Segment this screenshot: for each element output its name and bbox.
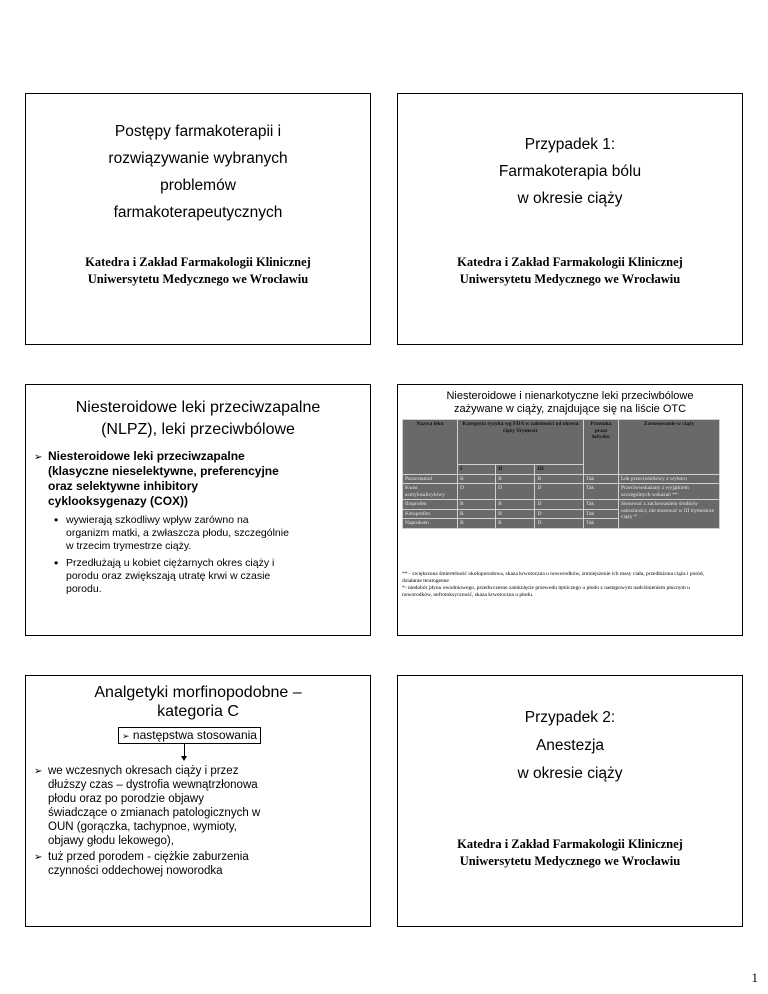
slide-2: [397, 93, 743, 345]
cell-t3: D: [535, 519, 584, 529]
slide-5: [25, 675, 371, 927]
cell-crosses: Tak: [584, 474, 619, 484]
sub-bullet-2: [66, 557, 274, 596]
cell-usage: Stosować z zachowaniem środków ostrożności; nie stosować w III trymestrze ciąży *: [619, 500, 720, 529]
bullet-line: tuż przed porodem - ciężkie zaburzenia: [48, 851, 249, 863]
footnote: *- niedobór płynu owodniowego, przedwczesne zamknięcie przewodu tętniczego u płodu z następowym nadciśnieniem płucnym u noworodków, nefrotoksyczność, skaza krwotoczna u płodu.: [402, 585, 690, 598]
slide-1-title: [26, 118, 370, 226]
sub-bullet-line: porodu oraz zwiększają utratę krwi w czasie: [66, 570, 271, 582]
otc-drug-table: [402, 419, 720, 529]
table-footnotes: [402, 571, 720, 599]
cell-t2: B: [496, 509, 535, 519]
bullet-line: czynności oddechowej noworodka: [48, 865, 223, 877]
title-line: kategoria C: [157, 703, 239, 720]
sub-bullet-line: wywierają szkodliwy wpływ zarówno na: [66, 514, 249, 526]
header-trimester-1: I: [458, 465, 496, 475]
title-line: Analgetyki morfinopodobne –: [94, 684, 302, 701]
header-category: Kategoria ryzyka wg FDA w zależności od okresu ciąży Trymestr: [458, 420, 584, 465]
cell-name: Paracetamol: [403, 474, 458, 484]
sub-bullet-line: Przedłużają u kobiet ciężarnych okres ciąży i: [66, 557, 275, 569]
cell-name: Ketoprofen: [403, 509, 458, 519]
bullet-line: (klasyczne nieselektywne, preferencyjne: [48, 464, 279, 478]
cell-crosses: Tak: [584, 500, 619, 510]
cell-t2: B: [496, 519, 535, 529]
cell-t1: B: [458, 509, 496, 519]
title-line: problemów: [160, 177, 236, 194]
bullet-line: cyklooksygenazy (COX)): [48, 494, 189, 508]
bullet-early-pregnancy: [48, 764, 260, 848]
cell-t2: B: [496, 474, 535, 484]
sub-bullet-line: porodu.: [66, 583, 102, 595]
slide-2-title: [398, 131, 742, 212]
cell-usage: Przeciwwskazany z wyjątkiem szczególnych wskazań **: [619, 484, 720, 500]
header-usage: Zastosowanie w ciąży: [619, 420, 720, 475]
slide-4-title: [404, 390, 736, 416]
cell-t3: D: [535, 484, 584, 500]
sub-bullet-1: [66, 514, 289, 553]
slide-6: [397, 675, 743, 927]
affiliation-line: Uniwersytetu Medycznego we Wrocławiu: [87, 272, 309, 286]
cell-crosses: Tak: [584, 509, 619, 519]
affiliation-line: Katedra i Zakład Farmakologii Klinicznej: [85, 255, 311, 269]
bullet-line: we wczesnych okresach ciąży i przez: [48, 765, 239, 777]
cell-t2: B: [496, 500, 535, 510]
sub-bullet-line: organizm matki, a zwłaszcza płodu, szczególnie: [66, 527, 289, 539]
affiliation-line: Uniwersytetu Medycznego we Wrocławiu: [459, 854, 681, 868]
cell-name: Kwas acetylosalicylowy: [403, 484, 458, 500]
cell-t3: B: [535, 474, 584, 484]
title-line: Anestezja: [535, 737, 605, 754]
cell-t1: B: [458, 500, 496, 510]
title-line: Przypadek 2:: [524, 709, 616, 726]
affiliation-line: Katedra i Zakład Farmakologii Klinicznej: [457, 255, 683, 269]
cell-t3: D: [535, 509, 584, 519]
consequences-box: [118, 727, 261, 744]
title-line: Niesteroidowe i nienarkotyczne leki przeciwbólowe: [446, 390, 694, 402]
slide-5-title: [36, 683, 360, 721]
sub-bullet-line: w trzecim trymestrze ciąży.: [66, 540, 192, 552]
bullet-line: świadczące o zmianach patologicznych w: [48, 807, 261, 819]
title-line: zażywane w ciąży, znajdujące się na liście OTC: [453, 403, 687, 415]
slide-3: [25, 384, 371, 636]
title-line: Niesteroidowe leki przeciwzapalne: [75, 399, 321, 416]
title-line: Farmakoterapia bólu: [498, 163, 642, 180]
page-number: 1: [751, 970, 758, 985]
bullet-dot-icon: •: [54, 513, 59, 527]
bullet-before-birth: [48, 850, 249, 878]
affiliation-line: Uniwersytetu Medycznego we Wrocławiu: [459, 272, 681, 286]
cell-name: Ibuprofen: [403, 500, 458, 510]
cell-crosses: Tak: [584, 519, 619, 529]
slide-1-affiliation: [26, 254, 370, 288]
title-line: rozwiązywanie wybranych: [108, 150, 288, 167]
slide-4: [397, 384, 743, 636]
cell-t1: B: [458, 474, 496, 484]
title-line: Przypadek 1:: [524, 136, 616, 153]
slide-6-affiliation: [398, 836, 742, 870]
title-line: Postępy farmakoterapii i: [114, 123, 282, 140]
header-trimester-2: II: [496, 465, 535, 475]
cell-t3: D: [535, 500, 584, 510]
bullet-line: Niesteroidowe leki przeciwzapalne: [48, 449, 245, 463]
bullet-arrow-icon: ➢: [34, 766, 43, 777]
table-row: [403, 484, 720, 500]
slide-1: [25, 93, 371, 345]
cell-usage: Lek przeciwbólowy z wyboru: [619, 474, 720, 484]
header-crosses: Przenika przez łożysko: [584, 420, 619, 475]
slide-2-affiliation: [398, 254, 742, 288]
bullet-line: oraz selektywne inhibitory: [48, 479, 199, 493]
title-line: farmakoterapeutycznych: [113, 204, 283, 221]
header-trimester-3: III: [535, 465, 584, 475]
table-row: [403, 474, 720, 484]
title-line: w okresie ciąży: [517, 190, 623, 207]
slide-3-title: [36, 397, 360, 441]
bullet-line: płodu oraz po porodzie objawy: [48, 793, 204, 805]
cell-t2: D: [496, 484, 535, 500]
bullet-line: OUN (gorączka, tachypnoe, wymioty,: [48, 821, 237, 833]
affiliation-line: Katedra i Zakład Farmakologii Klinicznej: [457, 837, 683, 851]
bullet-line: dłuższy czas – dystrofia wewnątrzłonowa: [48, 779, 258, 791]
cell-crosses: Tak: [584, 484, 619, 500]
title-line: (NLPZ), leki przeciwbólowe: [101, 421, 295, 438]
cell-t1: D: [458, 484, 496, 500]
arrowhead-icon: [181, 756, 187, 761]
footnote: ** - zwiększona śmiertelność okołoporodowa, skaza krwotoczna u noworodków, zmniejszenie ich masy ciała, przedłużona ciąża i poród, działanie teratogenne: [402, 571, 705, 584]
bullet-arrow-icon: ➢: [34, 452, 43, 463]
title-line: w okresie ciąży: [517, 765, 623, 782]
consequences-label: następstwa stosowania: [132, 728, 257, 742]
header-name: Nazwa leku: [403, 420, 458, 475]
table-row: [403, 500, 720, 510]
bullet-arrow-icon: ➢: [122, 731, 130, 741]
bullet-arrow-icon: ➢: [34, 852, 43, 863]
main-bullet: [48, 449, 279, 509]
bullet-dot-icon: •: [54, 556, 59, 570]
cell-name: Naproksen: [403, 519, 458, 529]
slide-6-title: [398, 704, 742, 788]
bullet-line: objawy głodu lekowego),: [48, 835, 174, 847]
cell-t1: B: [458, 519, 496, 529]
